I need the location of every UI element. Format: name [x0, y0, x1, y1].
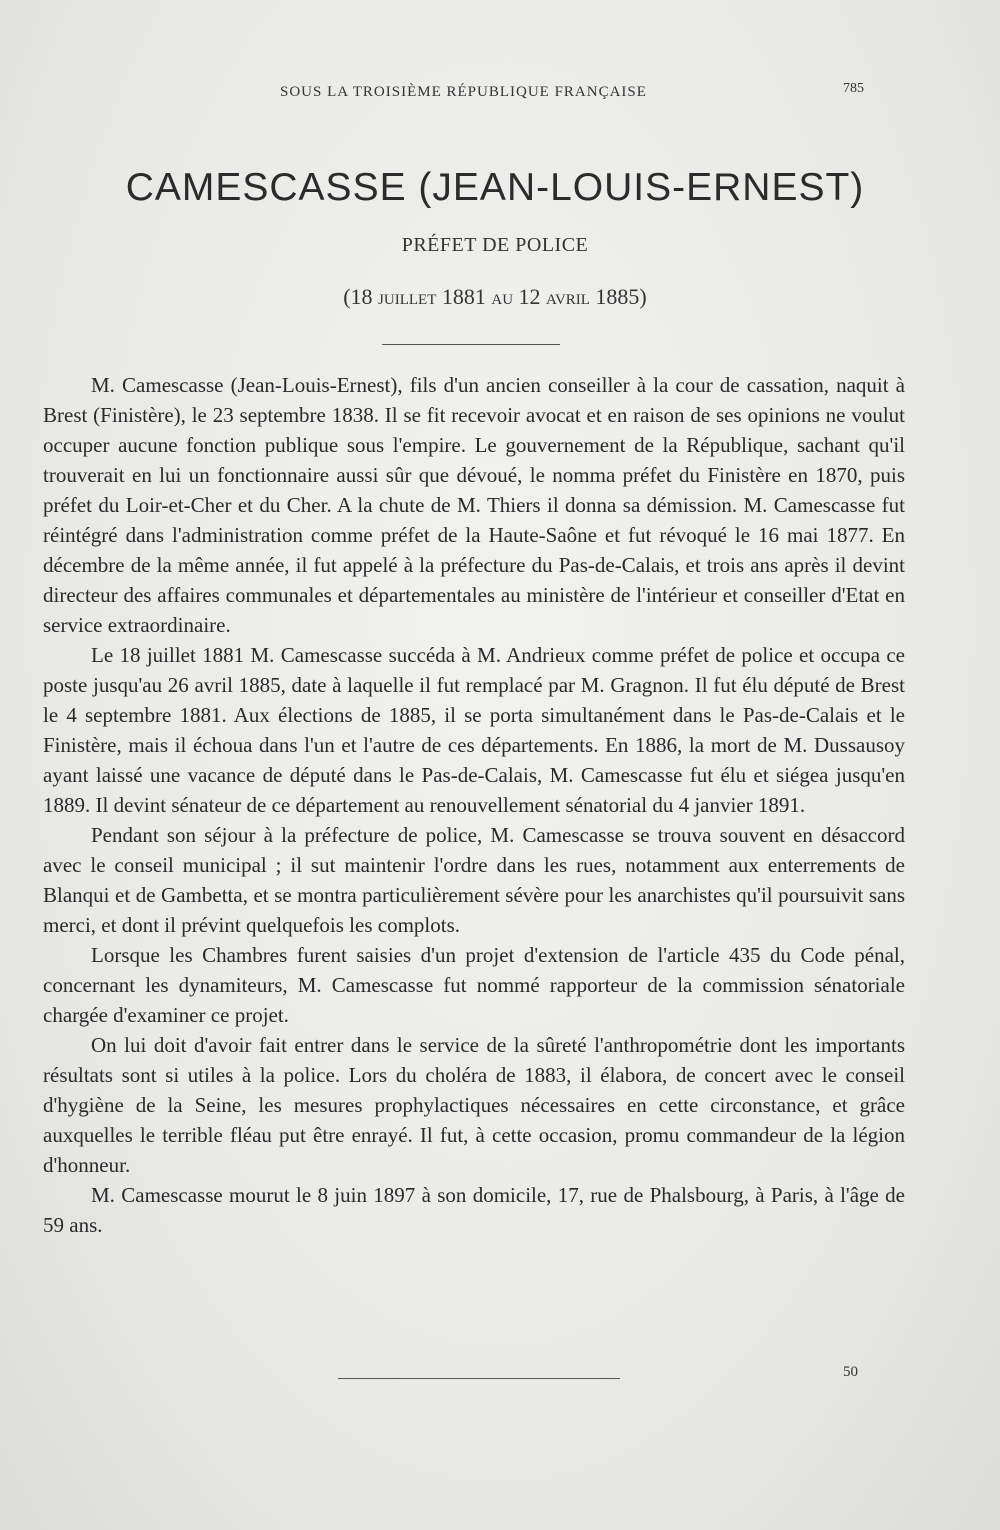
paragraph: On lui doit d'avoir fait entrer dans le service de la sûreté l'anthropométrie dont les importants résultats sont si utiles à la police. Lors du choléra de 1883, il élabora, de concert avec le conseil d'hygiène de la Seine, les mesures prophylactiques nécessaires en cette circonstance, et grâce auxquelles le terrible fléau put être enrayé. Il fut, à cette occasion, promu commandeur de la légion d'honneur.: [43, 1033, 905, 1177]
end-divider: [338, 1378, 620, 1379]
page-number: 785: [843, 81, 864, 96]
article-body: [43, 370, 905, 1240]
paragraph: M. Camescasse (Jean-Louis-Ernest), fils d'un ancien conseiller à la cour de cassation, naquit à Brest (Finistère), le 23 septembre 1838. Il se fit recevoir avocat et en raison de ses opinions ne voulut occuper aucune fonction publique sous l'empire. Le gouvernement de la République, sachant qu'il trouverait en lui un fonctionnaire aussi sûr que dévoué, le nomma préfet du Finistère en 1870, puis préfet du Loir-et-Cher et du Cher. A la chute de M. Thiers il donna sa démission. M. Camescasse fut réintégré dans l'administration comme préfet de la Haute-Saône et fut révoqué le 16 mai 1877. En décembre de la même année, il fut appelé à la préfecture du Pas-de-Calais, et trois ans après il devint directeur des affaires communales et départementales au ministère de l'intérieur et conseiller d'Etat en service extraordinaire.: [43, 373, 905, 637]
running-title: SOUS LA TROISIÈME RÉPUBLIQUE FRANÇAISE: [280, 84, 647, 100]
paragraph: Le 18 juillet 1881 M. Camescasse succéda à M. Andrieux comme préfet de police et occupa ce poste jusqu'au 26 avril 1885, date à laquelle il fut remplacé par M. Gragnon. Il fut élu député de Brest le 4 septembre 1881. Aux élections de 1885, il se porta simultanément dans le Pas-de-Calais et le Finistère, mais il échoua dans l'un et l'autre de ces départements. En 1886, la mort de M. Dussausoy ayant laissé une vacance de député dans le Pas-de-Calais, M. Camescasse fut élu et siégea jusqu'en 1889. Il devint sénateur de ce département au renouvellement sénatorial du 4 janvier 1891.: [43, 643, 905, 817]
paragraph: Pendant son séjour à la préfecture de police, M. Camescasse se trouva souvent en désaccord avec le conseil municipal ; il sut maintenir l'ordre dans les rues, notamment aux enterrements de Blanqui et de Gambetta, et se montra particulièrement sévère pour les anarchistes qu'il poursuivit sans merci, et dont il prévint quelquefois les complots.: [43, 823, 905, 937]
paragraph: Lorsque les Chambres furent saisies d'un projet d'extension de l'article 435 du Code pénal, concernant les dynamiteurs, M. Camescasse fut nommé rapporteur de la commission sénatoriale chargée d'examiner ce projet.: [43, 943, 905, 1027]
tenure-dates: (18 juillet 1881 au 12 avril 1885): [343, 284, 647, 309]
paragraph: M. Camescasse mourut le 8 juin 1897 à son domicile, 17, rue de Phalsbourg, à Paris, à l'âge de 59 ans.: [43, 1183, 905, 1237]
title-divider: [382, 344, 560, 345]
article-subtitle: PRÉFET DE POLICE: [401, 234, 589, 256]
running-head: [0, 81, 1000, 108]
signature-number: 50: [843, 1364, 858, 1380]
article-title: CAMESCASSE (JEAN-LOUIS-ERNEST): [125, 166, 865, 209]
